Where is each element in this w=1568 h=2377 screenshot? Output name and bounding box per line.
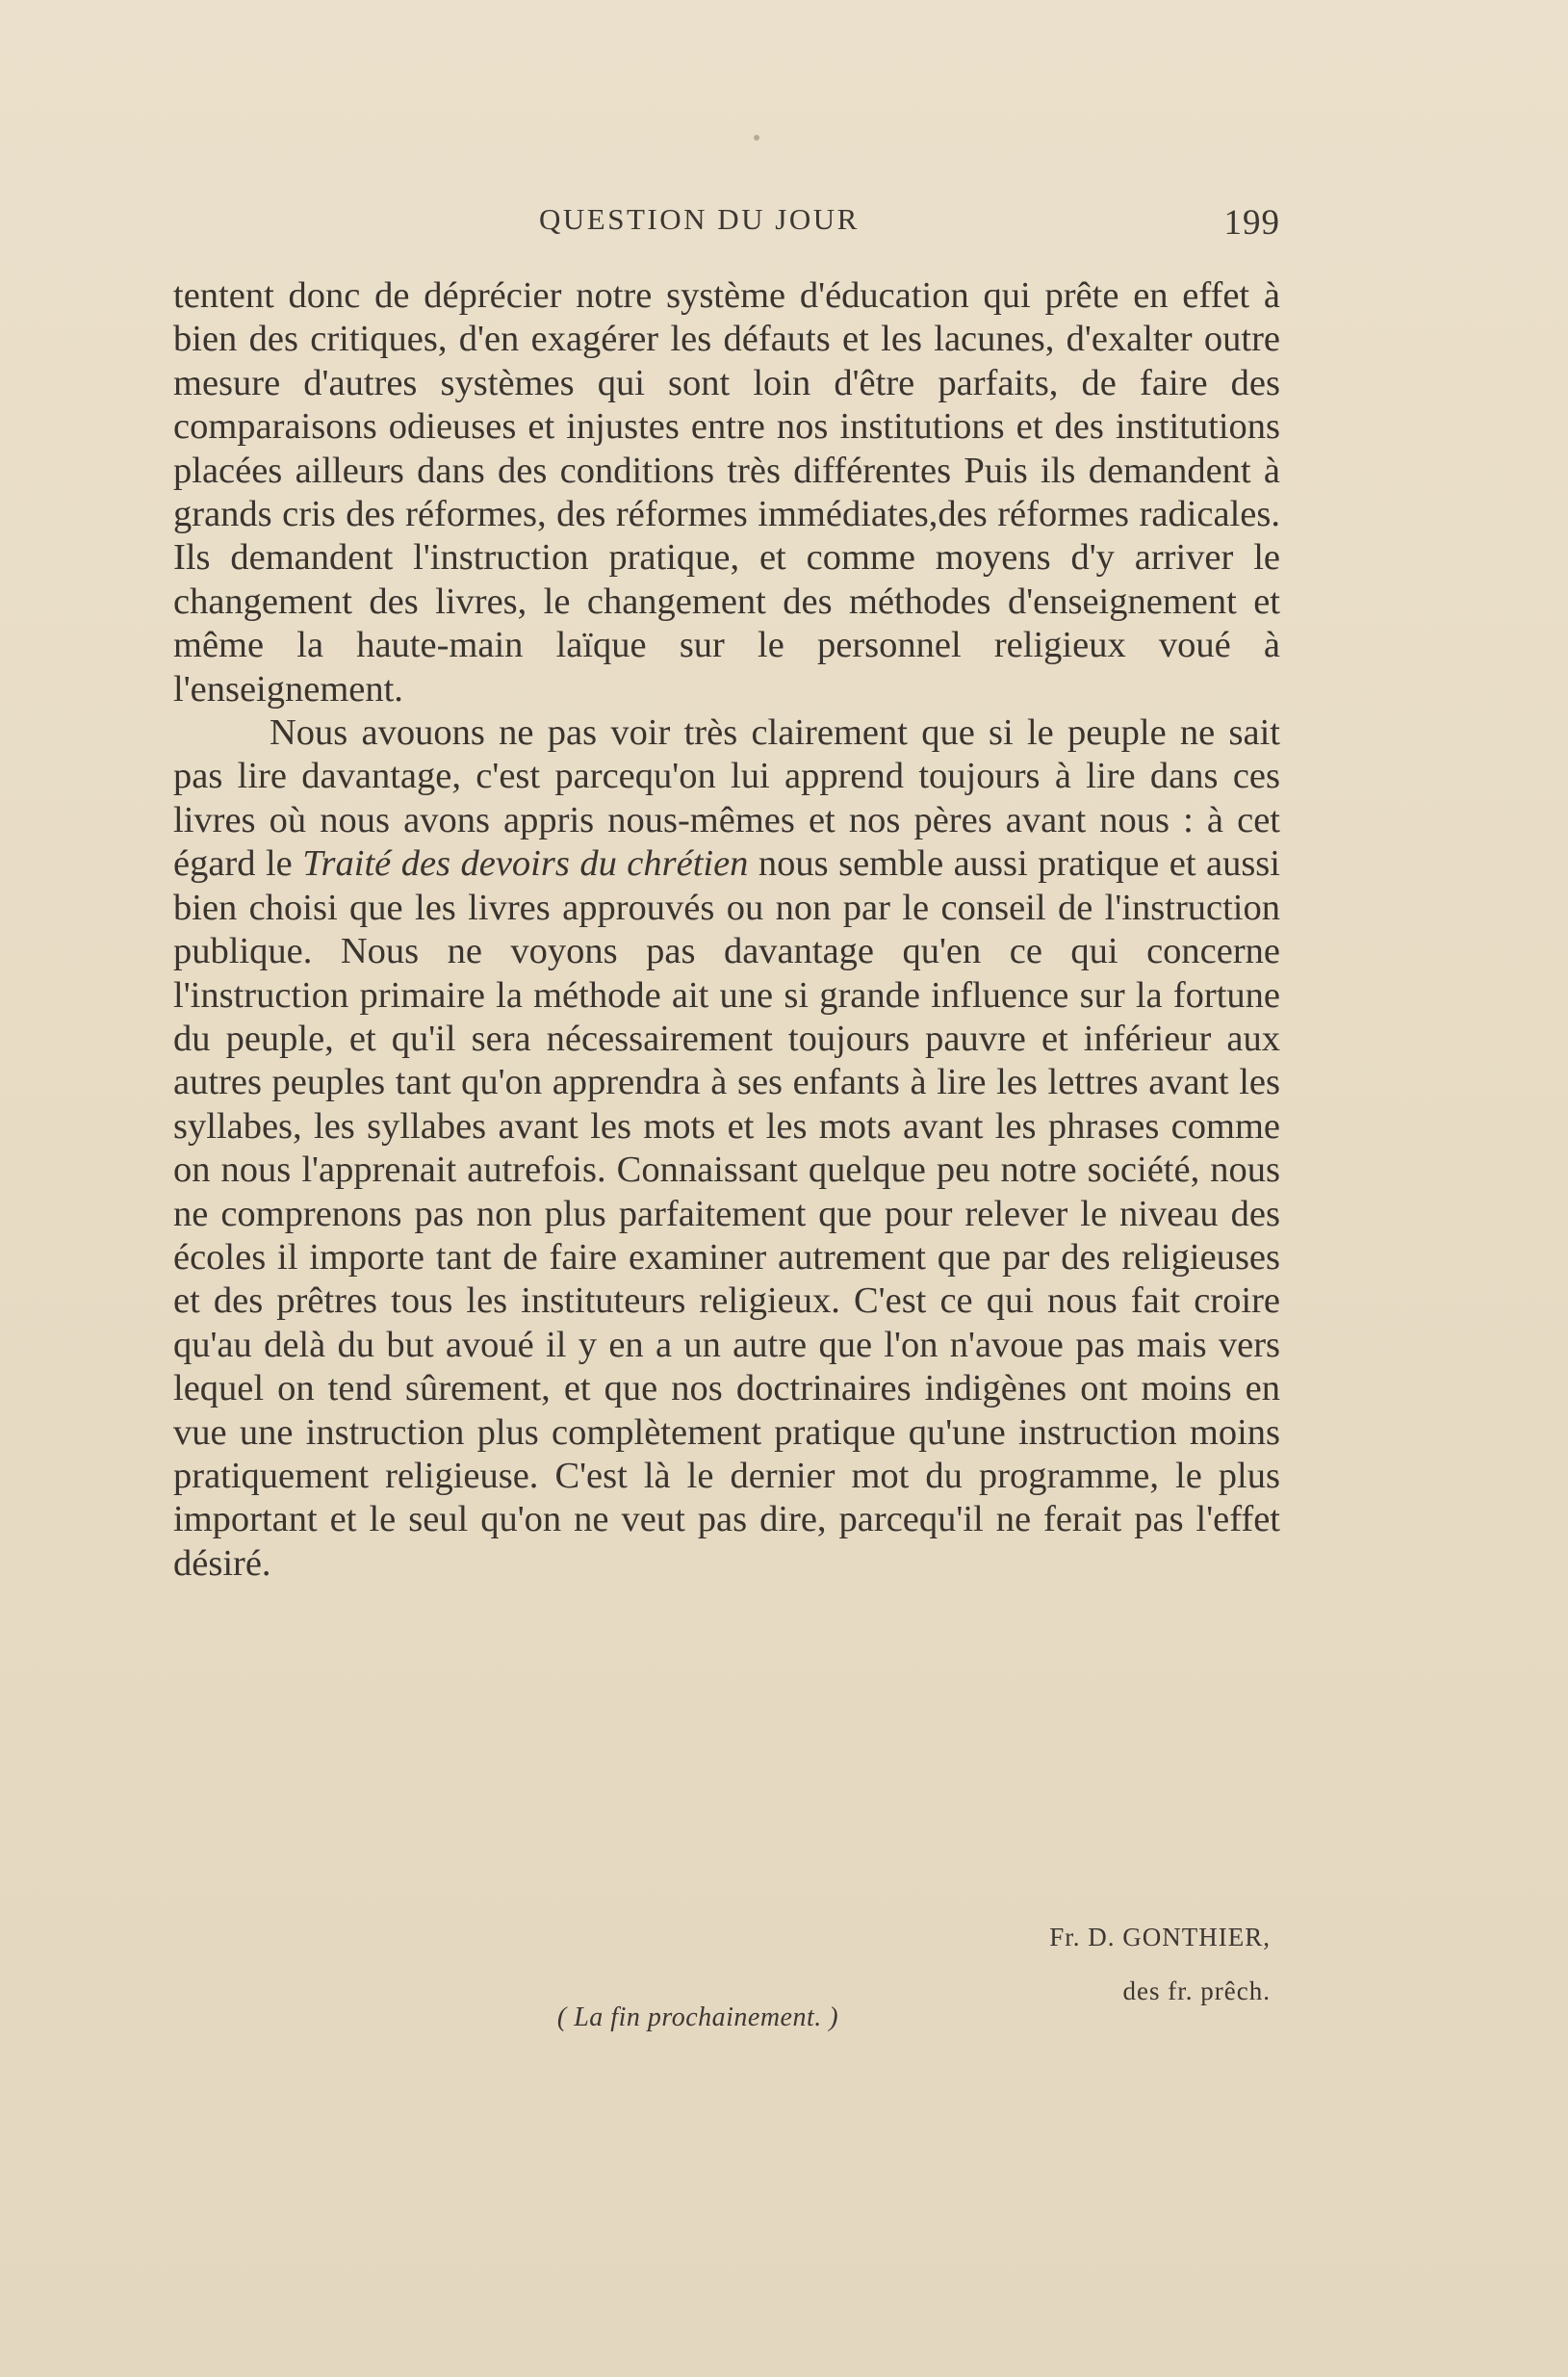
page-number: 199 — [1223, 203, 1280, 243]
book-title: Traité des devoirs du chrétien — [302, 843, 749, 885]
paragraph-2 — [173, 711, 1280, 1586]
signature-block — [173, 1911, 1271, 2017]
article-body — [173, 274, 1280, 1586]
author-name: Fr. D. GONTHIER, — [1049, 1923, 1271, 1951]
paragraph-2-text-a: Nous avouons ne pas voir très clairement que si le peuple ne sait pas lire davantage, c'est parcequ'on lui apprend toujours à lire dans ces livres où nous avons appris nous-mêmes et nos pères avant nous : à cet égard le — [173, 712, 1280, 885]
running-title: QUESTION DU JOUR — [539, 202, 860, 236]
running-header — [173, 202, 1280, 250]
continuation-text: ( La fin prochainement. ) — [556, 2002, 839, 2032]
author-title: des fr. prêch. — [1122, 1977, 1271, 2005]
paragraph-1: tentent donc de déprécier notre système d'éducation qui prête en effet à bien des critiques, d'en exagérer les défauts et les lacunes, d'exalter outre mesure d'autres systèmes qui sont loin d'être parfaits, de faire des comparaisons odieuses et injustes entre nos institutions et des institutions placées ailleurs dans des conditions très différentes Puis ils demandent à grands cris des réformes, des réformes immédiates,des réformes radicales. Ils demandent l'instruction pratique, et comme moyens d'y arriver le changement des livres, le changement des méthodes d'enseignement et même la haute-main laïque sur le personnel religieux voué à l'enseignement. — [173, 275, 1280, 710]
continuation-note — [173, 2002, 1280, 2033]
paper-speck — [754, 135, 759, 141]
paragraph-2-text-b: nous semble aussi pratique et aussi bien choisi que les livres approuvés ou non par le conseil de l'instruction publique. Nous ne voyons pas davantage qu'en ce qui concerne l'instruction primaire la méthode ait une si grande influence sur la fortune du peuple, et qu'il sera nécessairement toujours pauvre et inférieur aux autres peuples tant qu'on apprendra à ses enfants à lire les lettres avant les syllabes, les syllabes avant les mots et les mots avant les phrases comme on nous l'apprenait autrefois. Connaissant quelque peu notre société, nous ne comprenons pas non plus parfaitement que pour relever le niveau des écoles il importe tant de faire examiner autrement que par des religieuses et des prêtres tous les instituteurs religieux. C'est ce qui nous fait croire qu'au delà du but avoué il y en a un autre que l'on n'avoue pas mais vers lequel on tend sûrement, et que nos doctrinaires indigènes ont moins en vue une instruction plus complètement pratique qu'une instruction moins pratiquement religieuse. C'est là le dernier mot du programme, le plus important et le seul qu'on ne veut pas dire, parcequ'il ne ferait pas l'effet désiré. — [173, 843, 1280, 1584]
